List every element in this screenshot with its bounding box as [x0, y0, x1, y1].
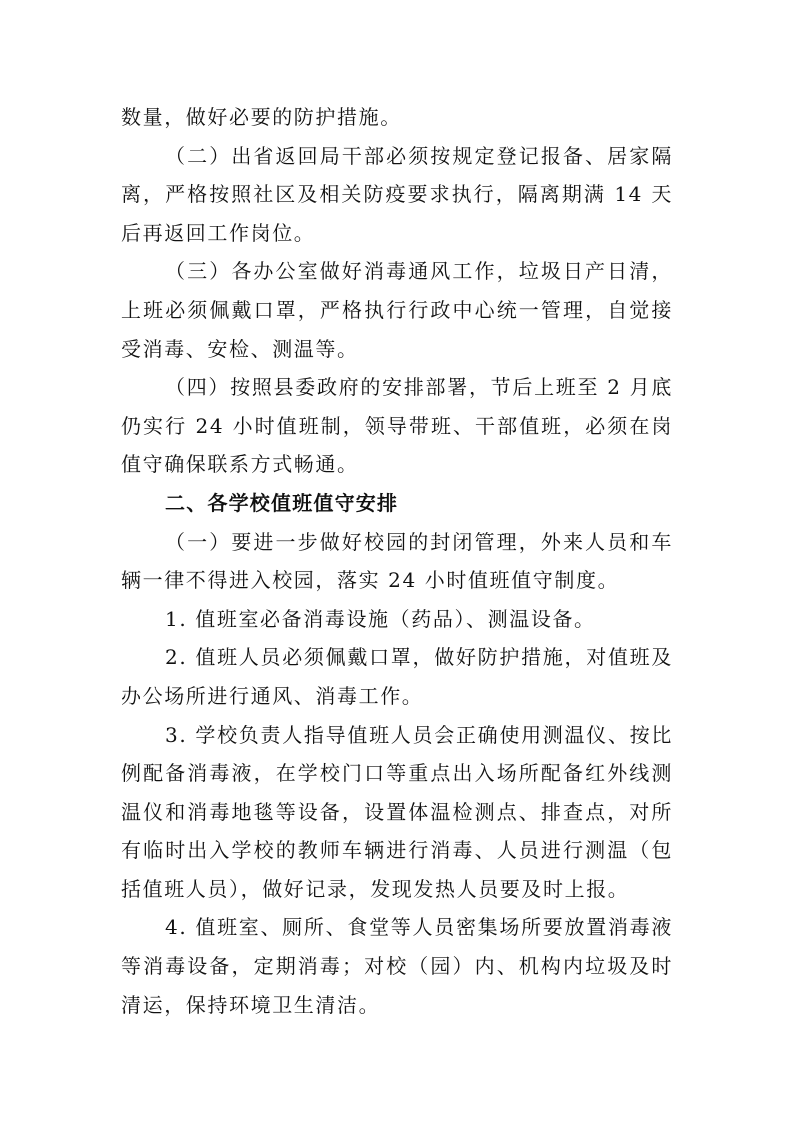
list-item-4: 4. 值班室、厕所、食堂等人员密集场所要放置消毒液等消毒设备，定期消毒；对校（园）内、机构内垃圾及时清运，保持环境卫生清洁。	[121, 915, 673, 1017]
paragraph-continuation: 数量，做好必要的防护措施。	[121, 105, 402, 129]
paragraph-item-3: （三）各办公室做好消毒通风工作，垃圾日产日清，上班必须佩戴口罩，严格执行行政中心统一管理，自觉接受消毒、安检、测温等。	[121, 259, 673, 361]
document-body	[121, 98, 673, 1024]
section-heading: 二、各学校值班值守安排	[165, 490, 399, 515]
list-item-3: 3. 学校负责人指导值班人员会正确使用测温仪、按比例配备消毒液，在学校门口等重点出入场所配备红外线测温仪和消毒地毯等设备，设置体温检测点、排查点，对所有临时出入学校的教师车辆进行消毒、人员进行测温（包括值班人员），做好记录，发现发热人员要及时上报。	[121, 722, 673, 901]
paragraph-school-1: （一）要进一步做好校园的封闭管理，外来人员和车辆一律不得进入校园，落实 24 小时值班值守制度。	[121, 529, 673, 593]
list-item-2: 2. 值班人员必须佩戴口罩，做好防护措施，对值班及办公场所进行通风、消毒工作。	[121, 645, 673, 708]
paragraph-item-4: （四）按照县委政府的安排部署，节后上班至 2 月底仍实行 24 小时值班制，领导带班、干部值班，必须在岗值守确保联系方式畅通。	[121, 375, 673, 477]
list-item-1: 1. 值班室必备消毒设施（药品）、测温设备。	[165, 606, 596, 631]
paragraph-item-2: （二）出省返回局干部必须按规定登记报备、居家隔离，严格按照社区及相关防疫要求执行，隔离期满 14 天后再返回工作岗位。	[121, 143, 673, 245]
